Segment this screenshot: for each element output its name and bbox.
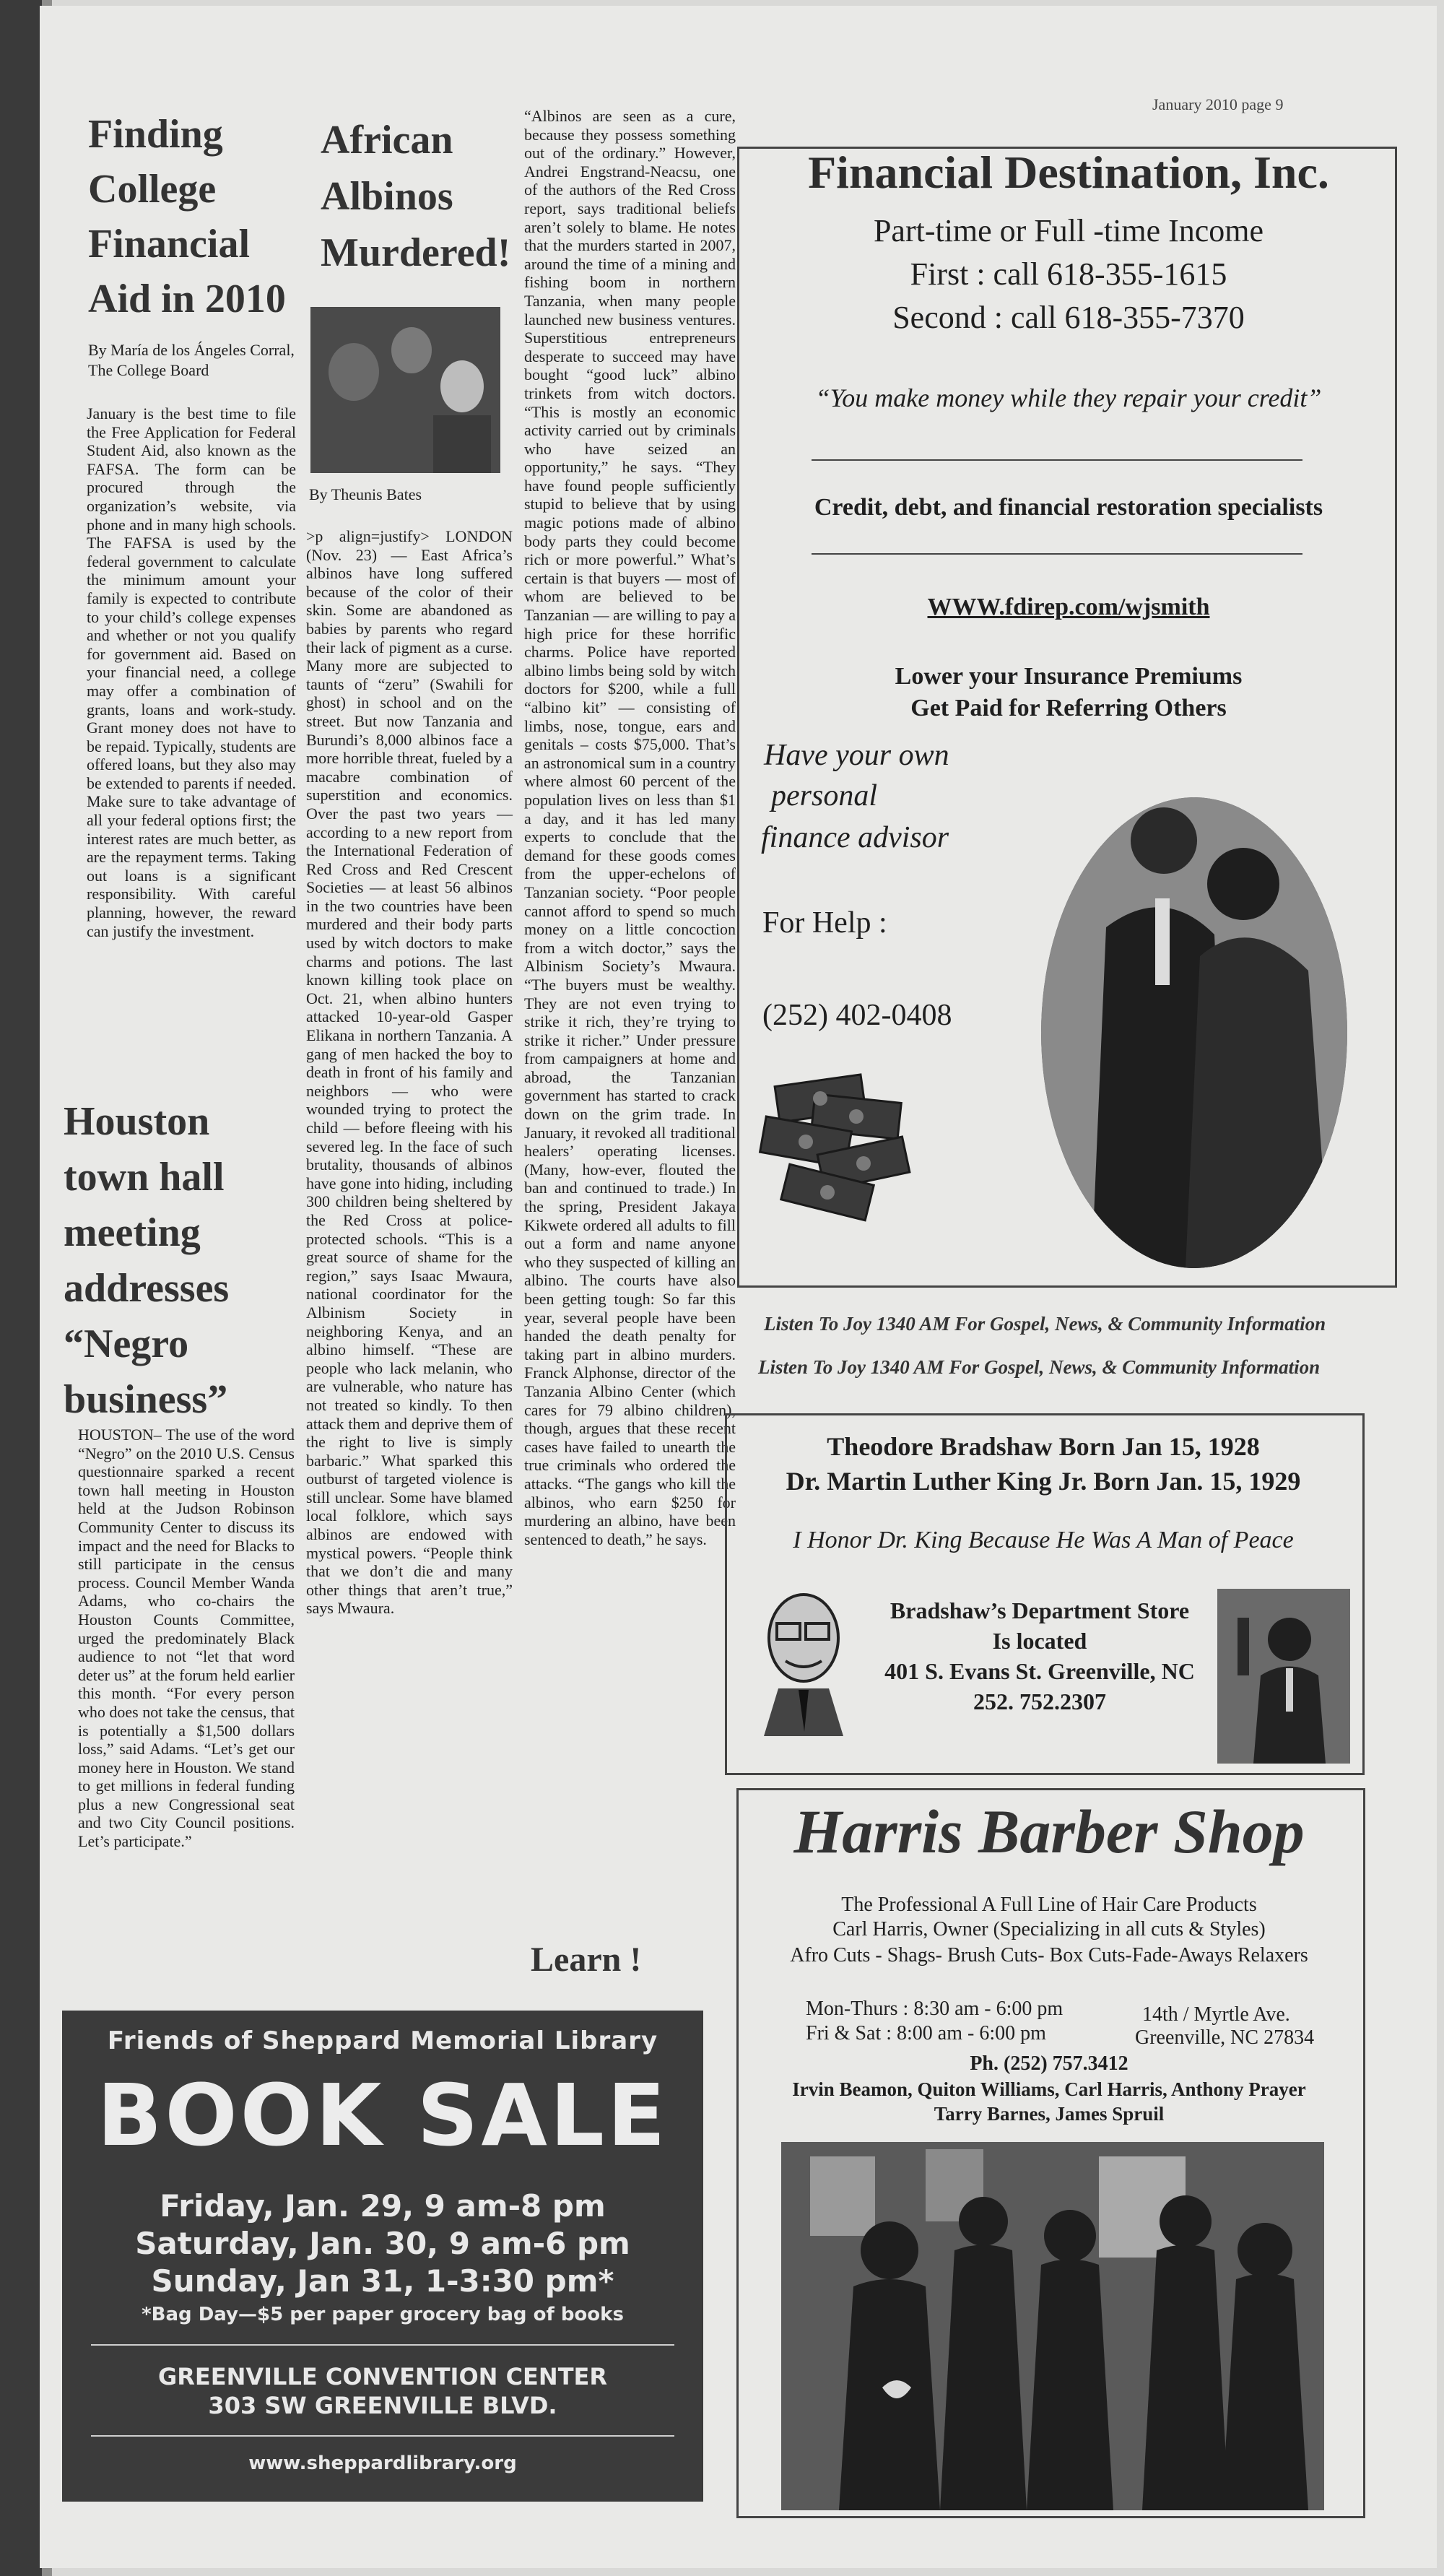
bradshaw-honor: I Honor Dr. King Because He Was A Man of Peace: [793, 1527, 1294, 1553]
article-byline-2: The College Board: [88, 361, 209, 379]
bradshaw-born-1: Theodore Bradshaw Born Jan 15, 1928: [827, 1432, 1260, 1461]
article-byline-1: By María de los Ángeles Corral,: [88, 341, 295, 359]
financial-ad-advisor-3: finance advisor: [761, 821, 949, 854]
book-sale-divider: [91, 2344, 674, 2346]
book-sale-line2: Saturday, Jan. 30, 9 am-6 pm: [135, 2226, 630, 2261]
financial-ad-rule-2: [812, 553, 1302, 555]
book-sale-ad: [62, 2011, 703, 2502]
financial-ad-title: Financial Destination, Inc.: [808, 147, 1329, 198]
barber-line1: The Professional A Full Line of Hair Care Products: [841, 1894, 1257, 1916]
book-sale-friends: Friends of Sheppard Memorial Library: [107, 2026, 658, 2055]
article-body-albinos-col2: >p align=justify> LONDON (Nov. 23) — East Africa’s albinos have long suffered because of the color of their skin. Some are abandoned as babies by parents who regard their lack of pigment as a curse. Many more are subjected to taunts of “zeru” (Swahili for ghost) in school and on the street. But now Tanzania and Burundi’s 8,000 albinos face a more horrible threat, fueled by a macabre combination of superstition and economics. Over the past two years — according to a new report from the International Federation of Red Cross and Red Crescent Societies — at least 56 albinos in the two countries have been murdered and their body parts used by witch doctors to make charms and potions. The last known killing took place on Oct. 21, when albino hunters attacked 10-year-old Gasper Elikana in northern Tanzania. A gang of men hacked the boy to death in front of his family and neighbors — who were wounded trying to protect the child — before fleeing with his severed leg. In the face of such brutality, thousands of albinos have gone into hiding, including 300 children being sheltered by the Red Cross at police-protected schools. “This is a great source of shame for the region,” says Isaac Mwaura, national coordinator for the Albinism Society in neighboring Kenya, and an albino himself. “These are people who lack melanin, who are vulnerable, who nature has not treated so kindly. To then attack them and deprive them of the right to live is simply barbaric.” What sparked this outburst of targeted violence is still unclear. Some have blamed local folklore, which says albinos are endowed with mystical powers. “People think that we don’t die and many other things that aren’t true,” says Mwaura.: [306, 527, 513, 1618]
bradshaw-address: 401 S. Evans St. Greenville, NC: [884, 1658, 1195, 1684]
article-title-albinos: African Albinos Murdered!: [321, 118, 511, 275]
financial-ad-income: Part-time or Full -time Income: [873, 213, 1264, 248]
barber-hours2: Fri & Sat : 8:00 am - 6:00 pm: [806, 2022, 1046, 2044]
barber-staff1: Irvin Beamon, Quiton Williams, Carl Harris, Anthony Prayer: [792, 2078, 1306, 2100]
book-sale-venue1: GREENVILLE CONVENTION CENTER: [157, 2363, 608, 2390]
book-sale-title: BOOK SALE: [97, 2065, 669, 2165]
book-sale-venue2: 303 SW GREENVILLE BLVD.: [208, 2392, 557, 2419]
portrait-king-photo: [1217, 1589, 1350, 1764]
financial-ad-second: Second : call 618-355-7370: [892, 300, 1245, 335]
radio-line-1: Listen To Joy 1340 AM For Gospel, News, & Community Information: [764, 1313, 1326, 1335]
barber-staff-figures: [781, 2142, 1324, 2510]
barber-staff-photo: [781, 2142, 1324, 2510]
bradshaw-store: Bradshaw’s Department Store: [890, 1597, 1190, 1623]
radio-line-2: Listen To Joy 1340 AM For Gospel, News, & Community Information: [758, 1356, 1321, 1378]
financial-ad-referring: Get Paid for Referring Others: [910, 695, 1227, 721]
photo-figures: [310, 307, 500, 473]
book-sale-url[interactable]: www.sheppardlibrary.org: [248, 2453, 517, 2474]
book-sale-bag-day: *Bag Day—$5 per paper grocery bag of books: [142, 2304, 624, 2325]
article-photo-albinos: [310, 307, 500, 473]
financial-ad-help: For Help :: [762, 906, 887, 940]
bradshaw-phone: 252. 752.2307: [973, 1688, 1106, 1714]
learn-text: Learn !: [531, 1940, 642, 1979]
financial-ad-quote: “You make money while they repair your credit”: [815, 383, 1322, 412]
article-body-financial-aid: January is the best time to file the Free Application for Federal Student Aid, also known as the FAFSA. The form can be procured through the organization’s website, via phone and in many high schools. The FAFSA is used by the federal government to calculate the minimum amount your family is expected to contribute to your child’s college expenses and whether or not you qualify for government aid. Based on your financial need, a college may offer a combination of grants, loans and work-study. Grant money does not have to be repaid. Typically, students are offered loans, but they also may be extended to parents if needed. Make sure to take advantage of all your federal options first; the interest rates are much better, as are the repayment terms. Taking out loans is a significant responsibility. With careful planning, however, the reward can justify the investment.: [87, 404, 296, 940]
article-title-financial-aid: Finding College Financial Aid in 2010: [88, 112, 286, 321]
barber-hours1: Mon-Thurs : 8:30 am - 6:00 pm: [806, 1998, 1064, 2020]
financial-ad-insurance: Lower your Insurance Premiums: [895, 663, 1243, 690]
book-sale-divider-2: [91, 2435, 674, 2437]
financial-ad-specialists: Credit, debt, and financial restoration specialists: [814, 494, 1323, 521]
barber-addr1: 14th / Myrtle Ave.: [1142, 2003, 1290, 2026]
article-body-albinos-col3: “Albinos are seen as a cure, because they possess something out of the ordinary.” However, Andrei Engstrand-Neacsu, one of the authors of the Red Cross report, says traditional beliefs aren’t solely to blame. He notes that the murders started in 2007, around the time of a mining and fishing boom in northern Tanzania, when many people launched new business ventures. Superstitious entrepreneurs desperate to succeed may have bought “good luck” albino trinkets from witch doctors. “This is mostly an economic activity carried out by criminals who have seized an opportunity,” he says. “They have found people sufficiently stupid to believe that by using magic potions made of albino body parts they could become rich or more powerful.” What’s certain is that buyers — most of whom are believed to be Tanzanian — are willing to pay a high price for these horrific charms. Police have reported albino limbs being sold by witch doctors for $200, while a full “albino kit” — consisting of limbs, nose, tongue, ears and genitals – costs $75,000. That’s an astronomical sum in a country where almost 60 percent of the population lives on less than $1 a day, and it has led many experts to conclude that the demand for these goods comes from the upper-echelons of Tanzanian society. “Poor people cannot afford to spend so much money on a little concoction from a witch doctor,” says the Albinism Society’s Mwaura. “The buyers must be wealthy. They are not even trying to strike it rich, they’re trying to strike it richer.” Under pressure from campaigners at home and abroad, the Tanzanian government has started to crack down on the grim trade. In January, it revoked all traditional healers’ operating licenses. (Many, how-ever, flouted the ban and continued to trade.) In the spring, President Jakaya Kikwete ordered all adults to fill out a form and name anyone who they suspected of killing an albino. The courts have also been getting tough: So far this year, several people have been handed the death penalty for taking part in albino murders. Franck Alphonse, director of the Tanzania Albino Center (which cares for 79 albino children), though, argues that these recent cases have failed to unearth the true criminals who ordered the attacks. “The gangs who kill the albinos, who earn $250 for murdering an albino, have been sentenced to death,” he says.: [524, 107, 736, 1548]
bradshaw-born-2: Dr. Martin Luther King Jr. Born Jan. 15, 1929: [786, 1467, 1301, 1496]
financial-ad-url[interactable]: WWW.fdirep.com/wjsmith: [927, 594, 1210, 620]
barber-title: Harris Barber Shop: [793, 1797, 1305, 1866]
barber-phone: Ph. (252) 757.3412: [970, 2052, 1128, 2075]
financial-ad-advisor-2: personal: [771, 779, 877, 812]
page-date: January 2010 page 9: [1152, 95, 1284, 113]
article-byline-albinos: By Theunis Bates: [309, 485, 422, 503]
barber-addr2: Greenville, NC 27834: [1135, 2026, 1315, 2049]
article-body-houston: HOUSTON– The use of the word “Negro” on the 2010 U.S. Census questionnaire sparked a recent town hall meeting in Houston held at the Judson Robinson Community Center to discuss its impact and the need for Blacks to still participate in the census process. Council Member Wanda Adams, who co-chairs the Houston Counts Committee, urged the predominately Black audience to not “let that word deter us” at the forum held earlier this month. “For every person who does not take the census, that is potentially a $1,500 dollars loss,” said Adams. “Let’s get our money here in Houston. We stand to get millions in federal funding plus a new Congressional seat and two City Council positions. Let’s participate.”: [78, 1426, 295, 1851]
barber-line3: Afro Cuts - Shags- Brush Cuts- Box Cuts-Fade-Aways Relaxers: [790, 1944, 1308, 1966]
barber-line2: Carl Harris, Owner (Specializing in all cuts & Styles): [832, 1918, 1266, 1940]
barber-staff2: Tarry Barnes, James Spruil: [934, 2103, 1165, 2125]
book-sale-line3: Sunday, Jan 31, 1-3:30 pm*: [151, 2263, 614, 2299]
money-stack-icon: [755, 1066, 928, 1239]
book-sale-line1: Friday, Jan. 29, 9 am-8 pm: [160, 2188, 606, 2224]
financial-ad-advisor-1: Have your own: [764, 739, 949, 772]
binding-shadow: [0, 0, 42, 2576]
financial-ad-phone: (252) 402-0408: [762, 999, 952, 1032]
portrait-bradshaw-icon: [757, 1580, 851, 1736]
bradshaw-located: Is located: [992, 1628, 1087, 1654]
financial-ad-couple-photo: [1041, 797, 1347, 1268]
couple-figures: [1041, 797, 1347, 1268]
king-figure: [1217, 1589, 1350, 1764]
article-title-houston: Houston town hall meeting addresses “Negro business”: [64, 1099, 230, 1422]
financial-ad-rule-1: [812, 459, 1302, 461]
financial-ad-first: First : call 618-355-1615: [910, 256, 1227, 292]
